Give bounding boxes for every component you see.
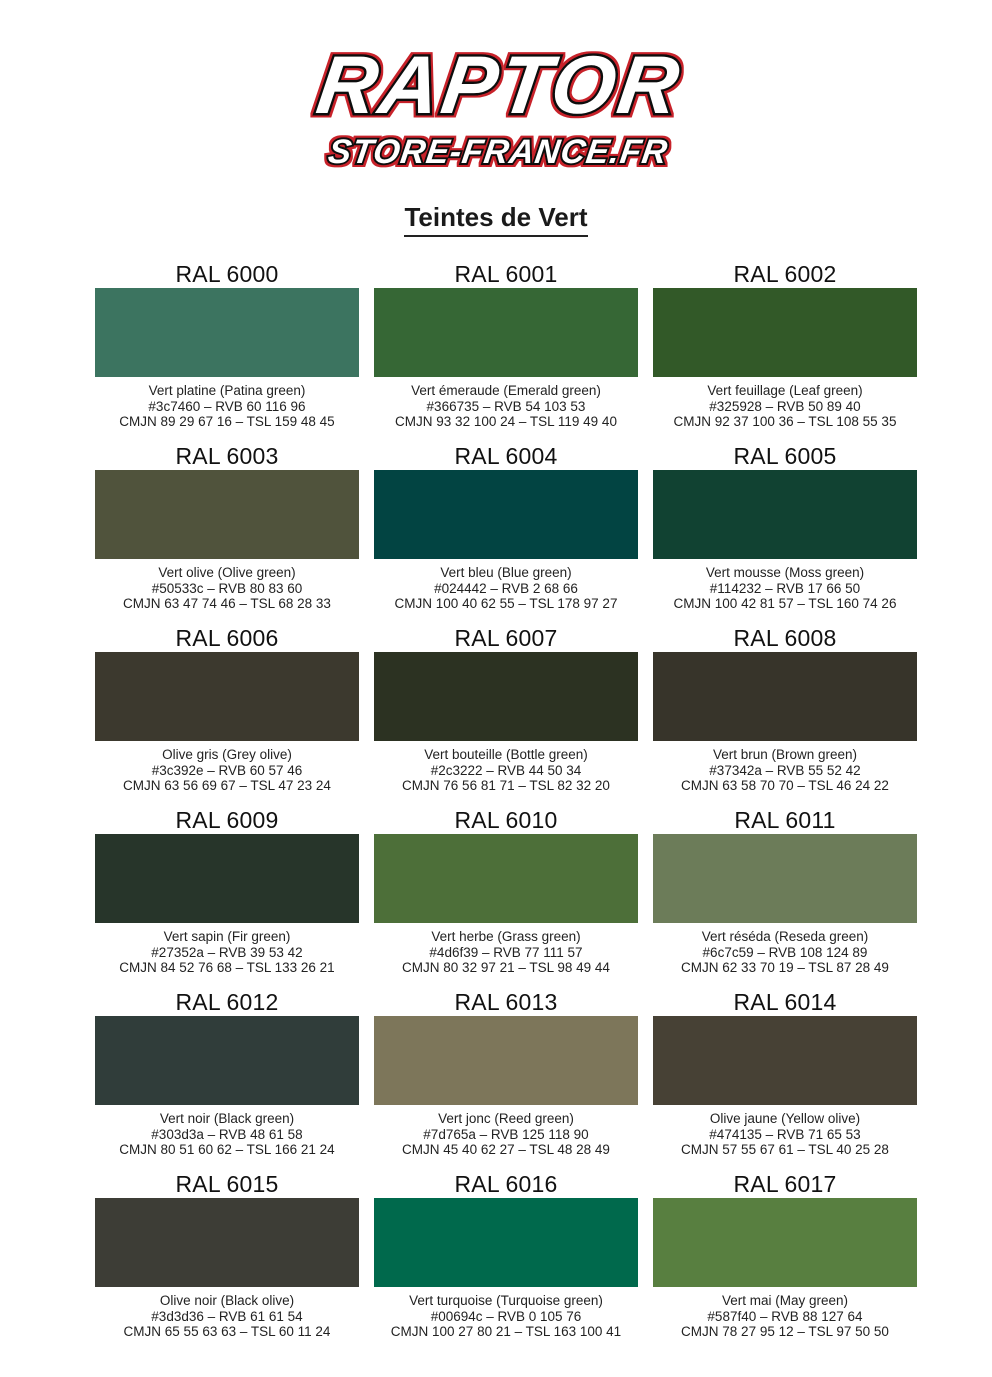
color-card (653, 804, 917, 986)
color-name: Olive jaune (Yellow olive) (709, 1111, 861, 1126)
ral-code: RAL 6013 (454, 989, 558, 1015)
color-swatch (95, 288, 359, 377)
color-swatch (374, 1016, 638, 1105)
color-name: Vert émeraude (Emerald green) (411, 383, 601, 398)
color-swatch (374, 1198, 638, 1287)
color-hex-rgb: #3d3d36 – RVB 61 61 54 (151, 1308, 303, 1324)
color-cmyk-hsl: CMJN 92 37 100 36 – TSL 108 55 35 (673, 414, 897, 429)
color-info (653, 383, 917, 430)
ral-code: RAL 6016 (454, 1171, 558, 1197)
color-card (95, 1168, 359, 1350)
color-swatch (653, 652, 917, 741)
color-card (374, 804, 638, 986)
ral-code: RAL 6006 (175, 625, 279, 651)
page-title (0, 200, 992, 237)
color-card (95, 804, 359, 986)
color-info (95, 1293, 359, 1340)
color-swatch (95, 652, 359, 741)
color-name: Vert herbe (Grass green) (431, 929, 581, 944)
color-card (653, 440, 917, 622)
color-hex-rgb: #024442 – RVB 2 68 66 (434, 580, 578, 596)
color-name: Vert mai (May green) (721, 1293, 849, 1308)
color-name: Vert turquoise (Turquoise green) (409, 1293, 603, 1308)
color-swatch (374, 652, 638, 741)
color-hex-rgb: #00694c – RVB 0 105 76 (430, 1308, 582, 1324)
color-hex-rgb: #303d3a – RVB 48 61 58 (151, 1126, 303, 1142)
color-swatch (653, 288, 917, 377)
color-cmyk-hsl: CMJN 93 32 100 24 – TSL 119 49 40 (395, 414, 617, 429)
color-card (374, 986, 638, 1168)
color-name: Olive noir (Black olive) (159, 1293, 295, 1308)
color-cmyk-hsl: CMJN 65 55 63 63 – TSL 60 11 24 (123, 1324, 331, 1339)
color-info (374, 1111, 638, 1158)
color-info (374, 747, 638, 794)
color-info (374, 929, 638, 976)
page-title-text: Teintes de Vert (404, 200, 587, 237)
color-grid (95, 258, 917, 1350)
color-swatch (374, 288, 638, 377)
color-hex-rgb: #2c3222 – RVB 44 50 34 (430, 762, 582, 778)
color-info (653, 929, 917, 976)
ral-code: RAL 6011 (734, 807, 836, 833)
color-info (374, 1293, 638, 1340)
color-cmyk-hsl: CMJN 80 51 60 62 – TSL 166 21 24 (119, 1142, 335, 1157)
color-card (653, 622, 917, 804)
color-hex-rgb: #3c392e – RVB 60 57 46 (151, 762, 303, 778)
color-name: Vert olive (Olive green) (158, 565, 296, 580)
color-card (95, 622, 359, 804)
color-card (653, 1168, 917, 1350)
color-hex-rgb: #366735 – RVB 54 103 53 (426, 398, 586, 414)
color-info (653, 1111, 917, 1158)
color-hex-rgb: #50533c – RVB 80 83 60 (151, 580, 303, 596)
ral-code: RAL 6010 (454, 807, 558, 833)
ral-code: RAL 6008 (733, 625, 837, 651)
color-swatch (374, 470, 638, 559)
ral-code: RAL 6009 (175, 807, 279, 833)
color-hex-rgb: #325928 – RVB 50 89 40 (709, 398, 861, 414)
color-swatch (95, 1198, 359, 1287)
color-cmyk-hsl: CMJN 57 55 67 61 – TSL 40 25 28 (681, 1142, 889, 1157)
color-cmyk-hsl: CMJN 76 56 81 71 – TSL 82 32 20 (402, 778, 610, 793)
color-swatch (95, 1016, 359, 1105)
color-info (653, 747, 917, 794)
color-swatch (95, 834, 359, 923)
color-cmyk-hsl: CMJN 63 47 74 46 – TSL 68 28 33 (123, 596, 331, 611)
color-hex-rgb: #3c7460 – RVB 60 116 96 (148, 398, 306, 414)
ral-code: RAL 6004 (454, 443, 558, 469)
ral-code: RAL 6007 (454, 625, 558, 651)
color-cmyk-hsl: CMJN 89 29 67 16 – TSL 159 48 45 (119, 414, 335, 429)
color-name: Vert platine (Patina green) (148, 383, 306, 398)
color-swatch (653, 834, 917, 923)
color-swatch (653, 470, 917, 559)
raptor-logo-graphic (286, 25, 706, 175)
color-cmyk-hsl: CMJN 63 56 69 67 – TSL 47 23 24 (123, 778, 331, 793)
ral-code: RAL 6017 (733, 1171, 837, 1197)
color-info (95, 747, 359, 794)
ral-code: RAL 6014 (733, 989, 837, 1015)
logo-line2: STORE-FRANCE.FR (325, 133, 671, 171)
color-name: Vert noir (Black green) (159, 1111, 295, 1126)
color-swatch (374, 834, 638, 923)
color-info (374, 383, 638, 430)
color-card (95, 440, 359, 622)
logo-line1: RAPTOR (311, 39, 688, 131)
color-hex-rgb: #114232 – RVB 17 66 50 (709, 580, 861, 596)
ral-code: RAL 6000 (175, 261, 279, 287)
ral-code: RAL 6015 (175, 1171, 279, 1197)
color-hex-rgb: #4d6f39 – RVB 77 111 57 (429, 944, 583, 960)
color-swatch (653, 1198, 917, 1287)
color-name: Vert feuillage (Leaf green) (707, 383, 863, 398)
color-info (95, 565, 359, 612)
color-name: Olive gris (Grey olive) (162, 747, 292, 762)
color-card (374, 622, 638, 804)
ral-code: RAL 6005 (733, 443, 837, 469)
color-info (653, 565, 917, 612)
color-hex-rgb: #37342a – RVB 55 52 42 (709, 762, 861, 778)
color-hex-rgb: #474135 – RVB 71 65 53 (709, 1126, 861, 1142)
color-card (95, 258, 359, 440)
color-cmyk-hsl: CMJN 100 42 81 57 – TSL 160 74 26 (673, 596, 897, 611)
color-name: Vert réséda (Reseda green) (701, 929, 869, 944)
color-info (95, 383, 359, 430)
color-swatch (95, 470, 359, 559)
color-card (653, 258, 917, 440)
color-cmyk-hsl: CMJN 80 32 97 21 – TSL 98 49 44 (402, 960, 610, 975)
color-hex-rgb: #6c7c59 – RVB 108 124 89 (702, 944, 868, 960)
color-info (374, 565, 638, 612)
color-name: Vert bleu (Blue green) (440, 565, 572, 580)
color-card (653, 986, 917, 1168)
color-cmyk-hsl: CMJN 45 40 62 27 – TSL 48 28 49 (402, 1142, 610, 1157)
color-card (374, 1168, 638, 1350)
ral-code: RAL 6002 (733, 261, 837, 287)
color-name: Vert jonc (Reed green) (438, 1111, 574, 1126)
color-cmyk-hsl: CMJN 62 33 70 19 – TSL 87 28 49 (681, 960, 889, 975)
color-card (374, 440, 638, 622)
color-name: Vert mousse (Moss green) (705, 565, 865, 580)
ral-code: RAL 6012 (175, 989, 279, 1015)
color-swatch (653, 1016, 917, 1105)
color-info (653, 1293, 917, 1340)
ral-code: RAL 6003 (175, 443, 279, 469)
color-cmyk-hsl: CMJN 84 52 76 68 – TSL 133 26 21 (119, 960, 335, 975)
brand-logo (0, 25, 992, 175)
ral-code: RAL 6001 (454, 261, 558, 287)
color-cmyk-hsl: CMJN 100 27 80 21 – TSL 163 100 41 (390, 1324, 622, 1339)
color-card (95, 986, 359, 1168)
color-name: Vert sapin (Fir green) (163, 929, 291, 944)
color-name: Vert brun (Brown green) (712, 747, 858, 762)
color-info (95, 1111, 359, 1158)
color-hex-rgb: #7d765a – RVB 125 118 90 (423, 1126, 589, 1142)
color-hex-rgb: #27352a – RVB 39 53 42 (151, 944, 303, 960)
color-cmyk-hsl: CMJN 63 58 70 70 – TSL 46 24 22 (681, 778, 889, 793)
color-name: Vert bouteille (Bottle green) (424, 747, 588, 762)
color-cmyk-hsl: CMJN 100 40 62 55 – TSL 178 97 27 (394, 596, 618, 611)
color-info (95, 929, 359, 976)
color-hex-rgb: #587f40 – RVB 88 127 64 (707, 1308, 863, 1324)
color-cmyk-hsl: CMJN 78 27 95 12 – TSL 97 50 50 (681, 1324, 889, 1339)
color-card (374, 258, 638, 440)
